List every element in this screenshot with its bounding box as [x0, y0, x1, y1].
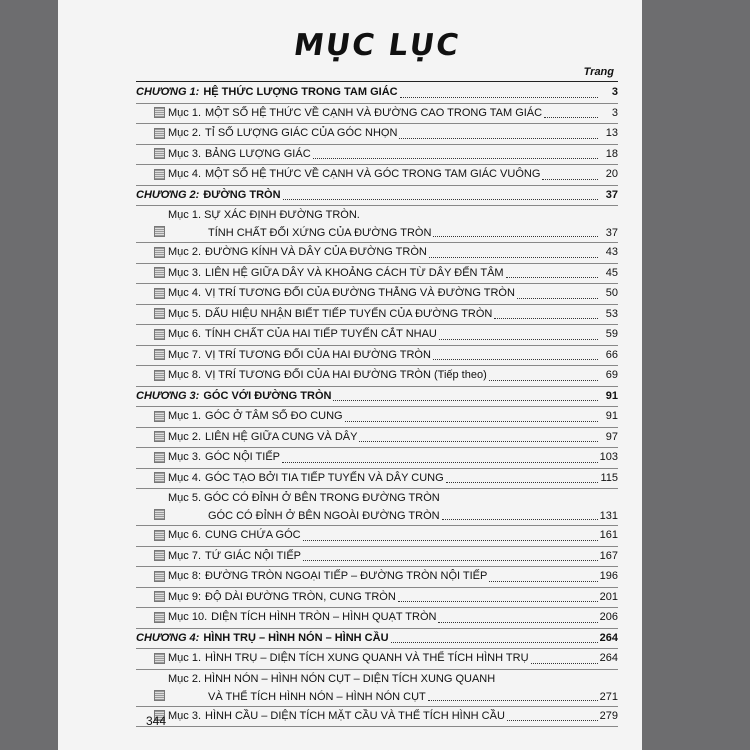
chapter-name: GÓC VỚI ĐƯỜNG TRÒN [203, 389, 332, 402]
chapter-row [136, 387, 618, 408]
section-row [136, 670, 618, 707]
section-label: Mục 5. [168, 307, 202, 320]
section-title: TÍNH CHẤT CỦA HAI TIẾP TUYẾN CẮT NHAU [205, 328, 437, 340]
leader-dots [442, 518, 598, 520]
book-icon [154, 329, 165, 340]
leader-dots [400, 96, 598, 98]
section-page: 45 [605, 266, 618, 279]
page-title: MỤC LỤC [291, 28, 463, 63]
book-page [136, 28, 618, 740]
section-label: Mục 2. [168, 246, 202, 258]
chapter-page: 264 [599, 631, 618, 644]
book-icon [154, 452, 165, 463]
section-page: 161 [599, 529, 618, 541]
section-page: 206 [599, 611, 618, 623]
book-icon [154, 509, 165, 520]
section-title: VỊ TRÍ TƯƠNG ĐỐI CỦA HAI ĐƯỜNG TRÒN (Tiếp theo) [205, 369, 487, 381]
book-icon [154, 431, 165, 442]
leader-dots [489, 580, 597, 582]
section-page: 167 [599, 549, 618, 562]
book-icon [154, 411, 165, 422]
section-page: 91 [605, 410, 618, 422]
book-icon [154, 530, 165, 541]
chapter-row [136, 629, 618, 650]
section-label: Mục 2. [168, 127, 202, 139]
section-title: VỊ TRÍ TƯƠNG ĐỐI CỦA ĐƯỜNG THẲNG VÀ ĐƯỜNG TRÒN [205, 287, 515, 299]
section-label: Mục 2. [168, 672, 202, 685]
leader-dots [399, 137, 598, 139]
leader-dots [542, 178, 598, 180]
section-page: 13 [605, 127, 618, 139]
section-title: HÌNH CẦU – DIỆN TÍCH MẶT CẦU VÀ THỂ TÍCH HÌNH CẦU [205, 709, 505, 722]
section-label: Mục 8: [168, 570, 202, 582]
book-icon [154, 550, 165, 561]
leader-dots [313, 157, 598, 159]
section-label: Mục 1. [168, 652, 202, 664]
book-icon [154, 267, 165, 278]
book-icon [154, 128, 165, 139]
section-title: DIỆN TÍCH HÌNH TRÒN – HÌNH QUẠT TRÒN [211, 611, 437, 623]
chapter-row [136, 83, 618, 104]
book-icon [154, 370, 165, 381]
section-page: 196 [599, 570, 618, 582]
section-row [136, 448, 618, 469]
section-page: 59 [605, 328, 618, 340]
section-page: 43 [605, 246, 618, 258]
chapter-page: 3 [611, 86, 618, 98]
section-page: 66 [605, 348, 618, 361]
book-icon [154, 690, 165, 701]
section-page: 115 [600, 471, 618, 484]
section-row [136, 284, 618, 305]
section-label: Mục 3. [168, 451, 202, 463]
leader-dots [544, 116, 598, 118]
section-label: Mục 1. [168, 410, 202, 422]
chapter-label: CHƯƠNG 2: [136, 188, 200, 201]
section-label: Mục 6. [168, 529, 202, 541]
book-icon [154, 107, 165, 118]
section-title: CUNG CHỨA GÓC [205, 529, 301, 541]
leader-dots [517, 297, 598, 299]
section-title: TỈ SỐ LƯỢNG GIÁC CỦA GÓC NHỌN [205, 127, 398, 139]
chapter-label: CHƯƠNG 1: [136, 86, 200, 98]
section-row [136, 124, 618, 145]
section-row [136, 206, 618, 243]
leader-dots [446, 481, 598, 483]
section-row [136, 264, 618, 285]
leader-dots [283, 198, 598, 200]
section-title: MỘT SỐ HỆ THỨC VỀ CẠNH VÀ ĐƯỜNG CAO TRONG TAM GIÁC [205, 106, 543, 119]
section-page: 97 [605, 430, 618, 443]
section-label: Mục 7. [168, 348, 202, 361]
section-label: Mục 6. [168, 328, 202, 340]
section-label: Mục 3. [168, 147, 202, 160]
leader-dots [398, 600, 598, 602]
section-title: MỘT SỐ HỆ THỨC VỀ CẠNH VÀ GÓC TRONG TAM GIÁC VUÔNG [205, 168, 541, 180]
section-page: 131 [599, 510, 618, 522]
section-page: 50 [605, 287, 618, 299]
section-title: GÓC TẠO BỞI TIA TIẾP TUYẾN VÀ DÂY CUNG [205, 471, 444, 484]
book-icon [154, 612, 165, 623]
section-page: 3 [611, 106, 618, 119]
section-page: 69 [605, 369, 618, 381]
chapter-page: 91 [605, 389, 618, 402]
leader-dots [428, 699, 598, 701]
leader-dots [391, 641, 598, 643]
section-page: 201 [599, 590, 618, 603]
book-icon [154, 148, 165, 159]
section-title: TỨ GIÁC NỘI TIẾP [205, 549, 301, 562]
section-title: BẢNG LƯỢNG GIÁC [205, 147, 311, 160]
section-label: Mục 8. [168, 369, 202, 381]
section-title: HÌNH TRỤ – DIỆN TÍCH XUNG QUANH VÀ THỂ TÍCH HÌNH TRỤ [205, 652, 529, 664]
section-label: Mục 4. [168, 287, 202, 299]
section-title: LIÊN HỆ GIỮA DÂY VÀ KHOẢNG CÁCH TỪ DÂY ĐẾN TÂM [205, 266, 504, 279]
table-of-contents [136, 83, 618, 727]
section-page: 103 [599, 451, 618, 463]
section-row [136, 469, 618, 490]
section-row [136, 366, 618, 387]
leader-dots [429, 256, 598, 258]
section-label: Mục 3. [168, 266, 202, 279]
section-label: Mục 7. [168, 549, 202, 562]
section-title-continued: TÍNH CHẤT ĐỐI XỨNG CỦA ĐƯỜNG TRÒN [208, 227, 432, 239]
book-icon [154, 571, 165, 582]
section-row [136, 145, 618, 166]
book-icon [154, 288, 165, 299]
leader-dots [439, 338, 598, 340]
leader-dots [303, 559, 598, 561]
section-row [136, 407, 618, 428]
section-title: GÓC CÓ ĐỈNH Ở BÊN TRONG ĐƯỜNG TRÒN [204, 492, 440, 504]
section-row [136, 243, 618, 264]
leader-dots [506, 276, 598, 278]
chapter-name: ĐƯỜNG TRÒN [203, 188, 281, 201]
chapter-label: CHƯƠNG 4: [136, 631, 200, 644]
section-title: HÌNH NÓN – HÌNH NÓN CỤT – DIỆN TÍCH XUNG QUANH [204, 672, 496, 685]
book-icon [154, 591, 165, 602]
section-page: 271 [599, 690, 618, 703]
chapter-name: HÌNH TRỤ – HÌNH NÓN – HÌNH CẦU [203, 631, 389, 644]
section-label: Mục 2. [168, 430, 202, 443]
page-column-label: Trang [583, 66, 614, 78]
section-row [136, 428, 618, 449]
section-row [136, 489, 618, 526]
section-label: Mục 1. [168, 209, 202, 221]
book-icon [154, 247, 165, 258]
section-row [136, 165, 618, 186]
leader-dots [438, 621, 597, 623]
section-label: Mục 1. [168, 106, 202, 119]
section-page: 279 [599, 709, 618, 722]
section-label: Mục 5. [168, 492, 202, 504]
chapter-name: HỆ THỨC LƯỢNG TRONG TAM GIÁC [203, 86, 398, 98]
section-title: ĐỘ DÀI ĐƯỜNG TRÒN, CUNG TRÒN [205, 590, 396, 603]
section-title: DẤU HIỆU NHẬN BIẾT TIẾP TUYẾN CỦA ĐƯỜNG TRÒN [205, 307, 493, 320]
book-icon [154, 226, 165, 237]
leader-dots [333, 399, 598, 401]
right-border-bar [642, 0, 750, 750]
section-title: SỰ XÁC ĐỊNH ĐƯỜNG TRÒN. [204, 209, 360, 221]
section-row [136, 104, 618, 125]
section-title: VỊ TRÍ TƯƠNG ĐỐI CỦA HAI ĐƯỜNG TRÒN [205, 348, 431, 361]
section-row [136, 547, 618, 568]
leader-dots [345, 420, 598, 422]
leader-dots [494, 317, 598, 319]
section-label: Mục 3. [168, 709, 202, 722]
leader-dots [433, 358, 598, 360]
leader-dots [303, 539, 598, 541]
book-icon [154, 308, 165, 319]
section-title: ĐƯỜNG KÍNH VÀ DÂY CỦA ĐƯỜNG TRÒN [205, 246, 427, 258]
book-icon [154, 472, 165, 483]
leader-dots [489, 379, 598, 381]
section-page: 53 [605, 307, 618, 320]
leader-dots [282, 461, 598, 463]
section-row [136, 588, 618, 609]
section-label: Mục 10. [168, 611, 208, 623]
section-title: GÓC Ở TÂM SỐ ĐO CUNG [205, 410, 343, 422]
section-page: 37 [605, 227, 618, 239]
section-title: ĐƯỜNG TRÒN NGOẠI TIẾP – ĐƯỜNG TRÒN NỘI TIẾP [205, 570, 488, 582]
section-label: Mục 4. [168, 168, 202, 180]
section-row [136, 567, 618, 588]
leader-dots [531, 662, 598, 664]
book-icon [154, 169, 165, 180]
section-page: 264 [599, 652, 618, 664]
chapter-label: CHƯƠNG 3: [136, 389, 200, 402]
chapter-page: 37 [605, 188, 618, 201]
section-page: 18 [605, 147, 618, 160]
book-icon [154, 349, 165, 360]
section-title-continued: VÀ THỂ TÍCH HÌNH NÓN – HÌNH NÓN CỤT [208, 690, 426, 703]
section-row [136, 526, 618, 547]
section-label: Mục 9: [168, 590, 202, 603]
left-border-bar [0, 0, 58, 750]
book-icon [154, 653, 165, 664]
section-row [136, 325, 618, 346]
leader-dots [433, 235, 598, 237]
section-row [136, 346, 618, 367]
section-page: 20 [605, 168, 618, 180]
section-row [136, 305, 618, 326]
section-label: Mục 4. [168, 471, 202, 484]
section-row [136, 608, 618, 629]
top-rule [136, 81, 618, 82]
section-row [136, 707, 618, 728]
chapter-row [136, 186, 618, 207]
section-row [136, 649, 618, 670]
section-title-continued: GÓC CÓ ĐỈNH Ở BÊN NGOÀI ĐƯỜNG TRÒN [208, 510, 440, 522]
leader-dots [507, 719, 598, 721]
leader-dots [359, 440, 598, 442]
section-title: GÓC NỘI TIẾP [205, 451, 280, 463]
section-title: LIÊN HỆ GIỮA CUNG VÀ DÂY [205, 430, 358, 443]
footer-page-number: 344 [146, 714, 167, 728]
